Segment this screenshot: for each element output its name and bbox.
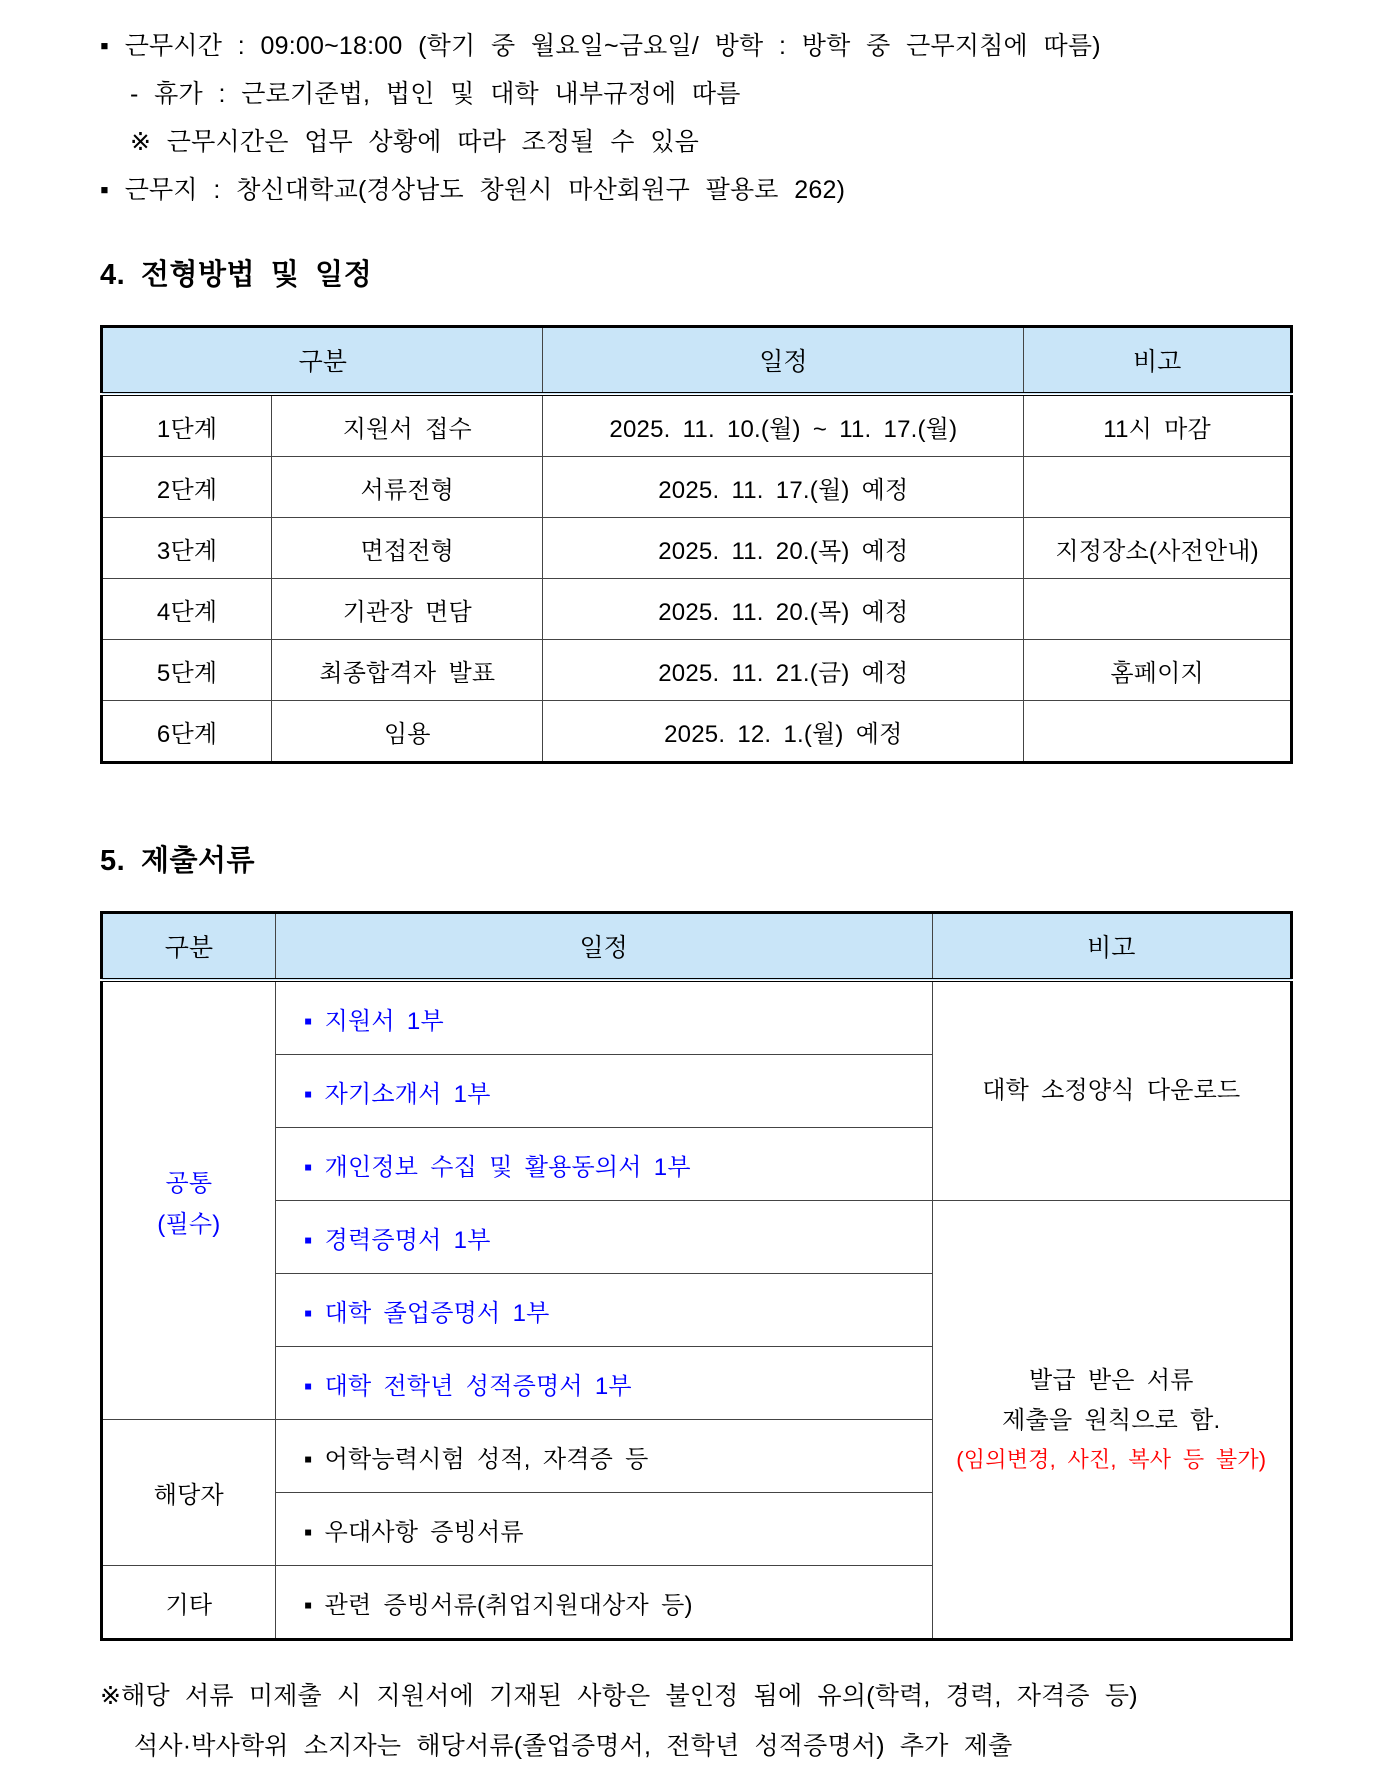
stage-name-cell: 최종합격자 발표 bbox=[272, 640, 543, 701]
step-cell: 3단계 bbox=[102, 518, 272, 579]
selection-schedule-table bbox=[100, 325, 1293, 764]
step-cell: 4단계 bbox=[102, 579, 272, 640]
intro-line-vacation: - 휴가 : 근로기준법, 법인 및 대학 내부규정에 따름 bbox=[130, 80, 741, 108]
remarks-cell bbox=[1024, 457, 1292, 518]
header-cell-schedule: 일정 bbox=[275, 913, 932, 981]
remarks-cell bbox=[1024, 579, 1292, 640]
remarks-cell: 11시 마감 bbox=[1024, 394, 1292, 457]
table-row bbox=[102, 980, 1292, 1055]
schedule-cell: 2025. 11. 17.(월) 예정 bbox=[543, 457, 1024, 518]
group-common-label: 공통 bbox=[165, 1169, 213, 1197]
stage-name-cell: 서류전형 bbox=[272, 457, 543, 518]
footer-note-1: ※해당 서류 미제출 시 지원서에 기재된 사항은 불인정 됨에 유의(학력, 경력, 자격증 등) bbox=[100, 1682, 1138, 1710]
header-cell-remarks: 비고 bbox=[932, 913, 1291, 981]
selection-schedule-table-header bbox=[102, 327, 1292, 395]
intro-block bbox=[100, 22, 1293, 214]
group-common-sublabel: (필수) bbox=[157, 1210, 221, 1238]
intro-line-adjust-note: ※ 근무시간은 업무 상황에 따라 조정될 수 있음 bbox=[130, 128, 699, 156]
group-cell-eligible: 해당자 bbox=[102, 1420, 276, 1566]
group-cell-etc: 기타 bbox=[102, 1566, 276, 1640]
footer-notes bbox=[100, 1671, 1293, 1771]
table-row bbox=[102, 1201, 1292, 1274]
step-cell: 5단계 bbox=[102, 640, 272, 701]
submission-documents-table-header bbox=[102, 913, 1292, 981]
footer-note-2: 석사·박사학위 소지자는 해당서류(졸업증명서, 전학년 성적증명서) 추가 제출 bbox=[134, 1732, 1013, 1760]
remarks-cell: 지정장소(사전안내) bbox=[1024, 518, 1292, 579]
document-item: ▪ 대학 전학년 성적증명서 1부 bbox=[275, 1347, 932, 1420]
stage-name-cell: 기관장 면담 bbox=[272, 579, 543, 640]
step-cell: 6단계 bbox=[102, 701, 272, 763]
section5-title: 5. 제출서류 bbox=[100, 845, 256, 877]
document-item: ▪ 우대사항 증빙서류 bbox=[275, 1493, 932, 1566]
document-item: ▪ 지원서 1부 bbox=[275, 980, 932, 1055]
step-cell: 2단계 bbox=[102, 457, 272, 518]
stage-name-cell: 면접전형 bbox=[272, 518, 543, 579]
document-item: ▪ 대학 졸업증명서 1부 bbox=[275, 1274, 932, 1347]
table-row bbox=[102, 640, 1292, 701]
issued-note-line1: 발급 받은 서류 bbox=[1029, 1366, 1194, 1394]
table-row bbox=[102, 579, 1292, 640]
header-cell-category: 구분 bbox=[102, 913, 276, 981]
schedule-cell: 2025. 11. 21.(금) 예정 bbox=[543, 640, 1024, 701]
stage-name-cell: 지원서 접수 bbox=[272, 394, 543, 457]
intro-line-work-hours: ▪ 근무시간 : 09:00~18:00 (학기 중 월요일~금요일/ 방학 : 방학 중 근무지침에 따름) bbox=[100, 32, 1101, 60]
schedule-cell: 2025. 11. 20.(목) 예정 bbox=[543, 579, 1024, 640]
table-row bbox=[102, 457, 1292, 518]
header-cell-remarks: 비고 bbox=[1024, 327, 1292, 395]
header-cell-schedule: 일정 bbox=[543, 327, 1024, 395]
table-row bbox=[102, 394, 1292, 457]
intro-line-workplace: ▪ 근무지 : 창신대학교(경상남도 창원시 마산회원구 팔용로 262) bbox=[100, 176, 846, 204]
header-cell-category: 구분 bbox=[102, 327, 543, 395]
document-item: ▪ 경력증명서 1부 bbox=[275, 1201, 932, 1274]
remarks-cell-download: 대학 소정양식 다운로드 bbox=[932, 980, 1291, 1201]
issued-note-line2: 제출을 원칙으로 함. bbox=[1002, 1406, 1221, 1434]
table-row bbox=[102, 701, 1292, 763]
step-cell: 1단계 bbox=[102, 394, 272, 457]
remarks-cell bbox=[1024, 701, 1292, 763]
section4-title: 4. 전형방법 및 일정 bbox=[100, 259, 373, 291]
schedule-cell: 2025. 11. 10.(월) ~ 11. 17.(월) bbox=[543, 394, 1024, 457]
issued-note-warning: (임의변경, 사진, 복사 등 불가) bbox=[956, 1446, 1267, 1472]
remarks-cell: 홈페이지 bbox=[1024, 640, 1292, 701]
remarks-cell-issued-documents bbox=[932, 1201, 1291, 1640]
document-item: ▪ 자기소개서 1부 bbox=[275, 1055, 932, 1128]
group-cell-common bbox=[102, 980, 276, 1420]
submission-documents-table bbox=[100, 911, 1293, 1641]
stage-name-cell: 임용 bbox=[272, 701, 543, 763]
document-item: ▪ 어학능력시험 성적, 자격증 등 bbox=[275, 1420, 932, 1493]
document-item: ▪ 개인정보 수집 및 활용동의서 1부 bbox=[275, 1128, 932, 1201]
document-item: ▪ 관련 증빙서류(취업지원대상자 등) bbox=[275, 1566, 932, 1640]
schedule-cell: 2025. 12. 1.(월) 예정 bbox=[543, 701, 1024, 763]
schedule-cell: 2025. 11. 20.(목) 예정 bbox=[543, 518, 1024, 579]
table-row bbox=[102, 518, 1292, 579]
